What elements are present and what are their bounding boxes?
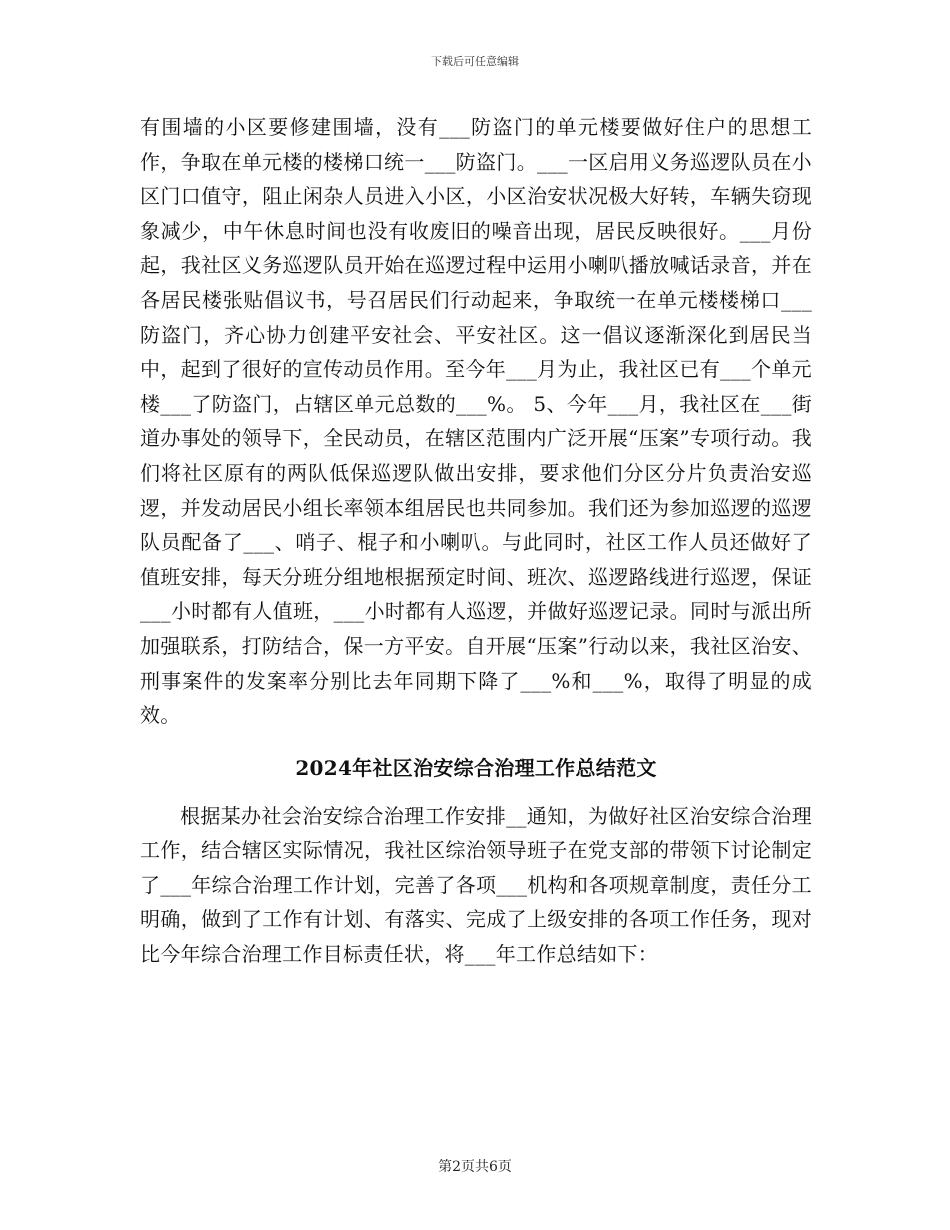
continuation-paragraph: 有围墙的小区要修建围墙，没有___防盗门的单元楼要做好住户的思想工作，争取在单元楼的楼梯口统一___防盗门。___一区启用义务巡逻队员在小区门口值守，阻止闲杂人员进入小区，小区治安状况极大好转，车辆失窃现象减少，中午休息时间也没有收废旧的噪音出现，居民反映很好。___月份起，我社区义务巡逻队员开始在巡逻过程中运用小喇叭播放喊话录音，并在各居民楼张贴倡议书，号召居民们行动起来，争取统一在单元楼楼梯口___防盗门，齐心协力创建平安社会、平安社区。这一倡议逐渐深化到居民当中，起到了很好的宣传动员作用。至今年___月为止，我社区已有___个单元楼___了防盗门，占辖区单元总数的___%。 5、今年___月，我社区在___街道办事处的领导下，全民动员，在辖区范围内广泛开展“压案”专项行动。我们将社区原有的两队低保巡逻队做出安排，要求他们分区分片负责治安巡逻，并发动居民小组长率领本组居民也共同参加。我们还为参加巡逻的巡逻队员配备了___、哨子、棍子和小喇叭。与此同时，社区工作人员还做好了值班安排，每天分班分组地根据预定时间、班次、巡逻路线进行巡逻，保证___小时都有人值班，___小时都有人巡逻，并做好巡逻记录。同时与派出所加强联系，打防结合，保一方平安。自开展“压案”行动以来，我社区治安、刑事案件的发案率分别比去年同期下降了___%和___%，取得了明显的成效。 bbox=[140, 115, 812, 728]
page-number-footer: 第2页共6页 bbox=[438, 1159, 512, 1175]
page-header-note: 下载后可任意编辑 bbox=[431, 55, 519, 68]
document-body bbox=[140, 110, 812, 972]
section-title: 2024年社区治安综合治理工作总结范文 bbox=[295, 755, 657, 780]
intro-paragraph: 根据某办社会治安综合治理工作安排__通知，为做好社区治安综合治理工作，结合辖区实际情况，我社区综治领导班子在党支部的带领下讨论制定了___年综合治理工作计划，完善了各项___机构和各项规章制度，责任分工明确，做到了工作有计划、有落实、完成了上级安排的各项工作任务，现对比今年综合治理工作目标责任状，将___年工作总结如下： bbox=[140, 803, 812, 967]
